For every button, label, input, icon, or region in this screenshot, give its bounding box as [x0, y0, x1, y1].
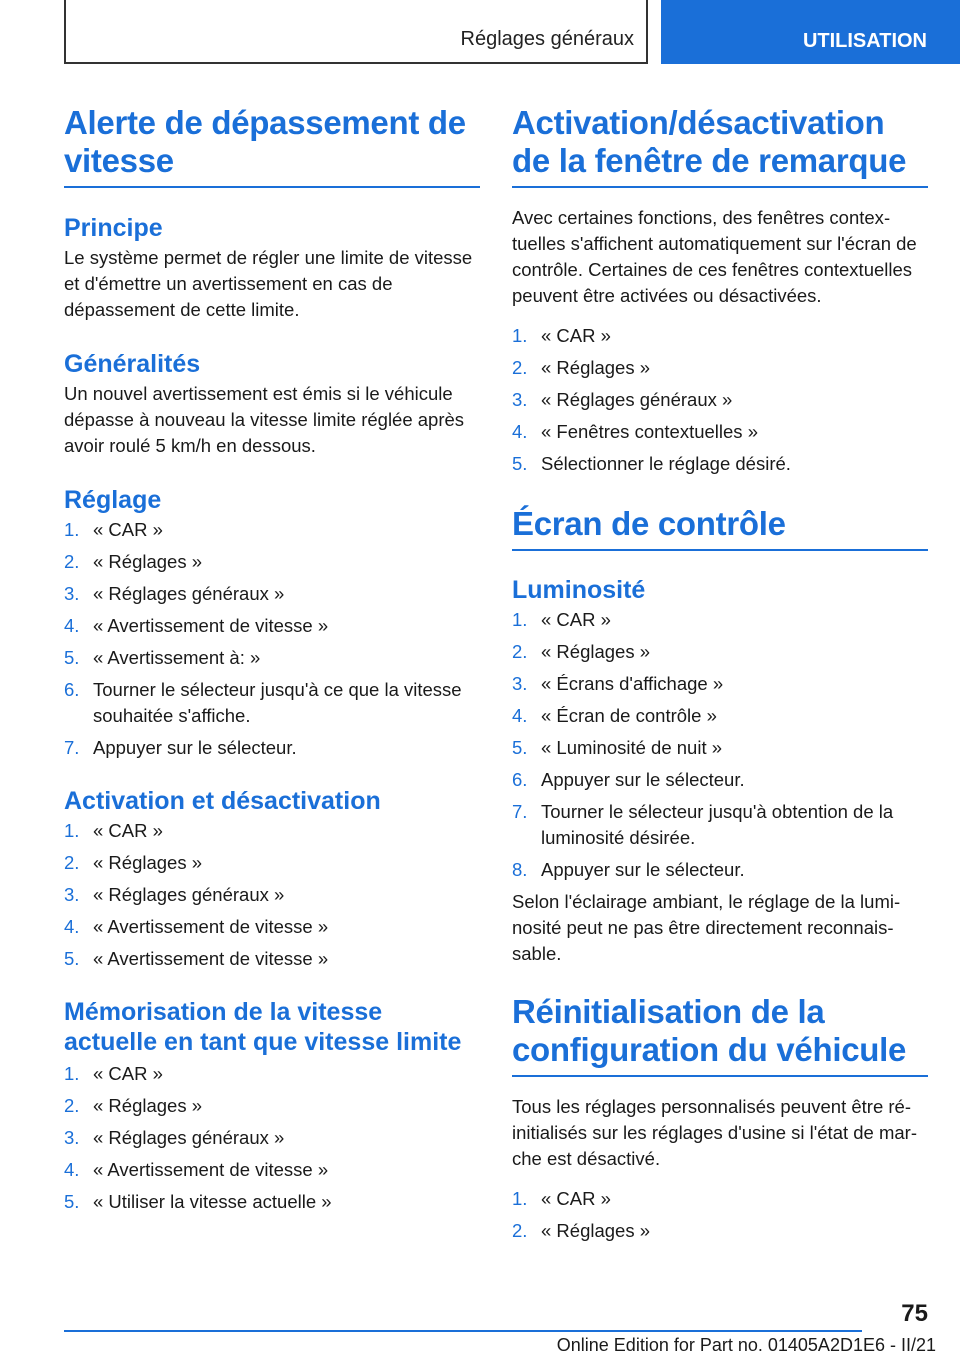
step-text: « CAR » [541, 609, 611, 630]
text-principe: Le système permet de régler une limite de vitesse et d'émettre un avertissement en cas de dépassement de cette limite. [64, 247, 473, 320]
step-number: 8. [512, 859, 528, 880]
step-text: « Avertissement de vitesse » [93, 615, 329, 636]
steps-activation [64, 818, 480, 972]
step-text: « Utiliser la vitesse actuelle » [93, 1191, 332, 1212]
step-number: 2. [512, 357, 528, 378]
step-text: « Fenêtres contextuelles » [541, 421, 758, 442]
step-number: 5. [64, 647, 80, 668]
list-item [512, 607, 928, 633]
list-item [64, 677, 480, 729]
left-column [64, 104, 480, 1215]
step-text: Appuyer sur le sélecteur. [93, 737, 297, 758]
step-text: « Réglages » [93, 852, 203, 873]
step-number: 4. [512, 421, 528, 442]
step-number: 1. [64, 519, 80, 540]
heading-principe: Principe [64, 214, 163, 242]
step-number: 3. [64, 1127, 80, 1148]
list-item [64, 1093, 480, 1119]
step-number: 5. [512, 737, 528, 758]
list-item [64, 882, 480, 908]
step-number: 5. [64, 1191, 80, 1212]
section-title-control-screen: Écran de contrôle [512, 505, 928, 551]
step-text: « CAR » [93, 1063, 163, 1084]
list-item [512, 703, 928, 729]
step-text: « Avertissement à: » [93, 647, 261, 668]
step-text: « Réglages généraux » [93, 583, 285, 604]
list-item [64, 1061, 480, 1087]
step-number: 6. [512, 769, 528, 790]
text-luminosite-note: Selon l'éclairage ambiant, le réglage de la luminosité peut ne pas être directement reconnaissable. [512, 891, 901, 964]
heading-luminosite: Luminosité [512, 576, 646, 604]
step-number: 4. [64, 1159, 80, 1180]
step-text: « Réglages » [541, 1220, 651, 1241]
step-text: Sélectionner le réglage désiré. [541, 453, 791, 474]
list-item [64, 1157, 480, 1183]
list-item [512, 451, 928, 477]
list-item [64, 645, 480, 671]
section-title-reset: Réinitialisation de la configuration du véhicule [512, 993, 928, 1077]
list-item [64, 850, 480, 876]
footer-rule [64, 1330, 862, 1332]
step-text: Appuyer sur le sélecteur. [541, 859, 745, 880]
step-text: « Réglages généraux » [541, 389, 733, 410]
step-text: « Réglages généraux » [93, 1127, 285, 1148]
step-text: « Écran de contrôle » [541, 705, 717, 726]
step-number: 3. [512, 673, 528, 694]
step-text: « Avertissement de vitesse » [93, 948, 329, 969]
step-text: « CAR » [93, 820, 163, 841]
step-number: 2. [64, 1095, 80, 1116]
step-text: Appuyer sur le sélecteur. [541, 769, 745, 790]
list-item [512, 1186, 928, 1212]
step-number: 2. [64, 852, 80, 873]
steps-reglage [64, 517, 480, 761]
step-number: 4. [64, 615, 80, 636]
step-number: 1. [64, 1063, 80, 1084]
steps-reset [512, 1186, 928, 1244]
step-text: Tourner le sélecteur jusqu'à ce que la vitesse souhaitée s'affiche. [93, 679, 462, 726]
list-item [64, 549, 480, 575]
step-text: « Réglages » [541, 357, 651, 378]
step-number: 7. [512, 801, 528, 822]
step-number: 5. [64, 948, 80, 969]
list-item [512, 767, 928, 793]
section-title-popup-window: Activation/désactivation de la fenêtre de remarque [512, 104, 928, 188]
list-item [64, 946, 480, 972]
footer-edition-note: Online Edition for Part no. 01405A2D1E6 - II/21 [556, 1335, 936, 1355]
step-text: Tourner le sélecteur jusqu'à obtention de la luminosité désirée. [541, 801, 894, 848]
list-item [512, 735, 928, 761]
step-number: 6. [64, 679, 80, 700]
list-item [512, 323, 928, 349]
step-number: 1. [512, 1188, 528, 1209]
list-item [512, 1218, 928, 1244]
step-text: « CAR » [541, 1188, 611, 1209]
text-generalites: Un nouvel avertissement est émis si le véhicule dépasse à nouveau la vitesse limite réglée après avoir roulé 5 km/h en dessous. [64, 383, 465, 456]
steps-luminosite [512, 607, 928, 883]
list-item [64, 1125, 480, 1151]
step-number: 4. [64, 916, 80, 937]
step-number: 7. [64, 737, 80, 758]
step-text: « Écrans d'affichage » [541, 673, 724, 694]
list-item [64, 818, 480, 844]
heading-reglage: Réglage [64, 486, 162, 514]
step-text: « Réglages généraux » [93, 884, 285, 905]
step-text: « Réglages » [93, 551, 203, 572]
step-number: 3. [64, 884, 80, 905]
step-text: « CAR » [541, 325, 611, 346]
page-number: 75 [901, 1300, 928, 1327]
heading-generalites: Généralités [64, 350, 201, 378]
step-number: 1. [512, 325, 528, 346]
list-item [64, 735, 480, 761]
step-text: « CAR » [93, 519, 163, 540]
text-popup-window: Avec certaines fonctions, des fenêtres contextuelles s'affichent automatiquement sur l'écran de contrôle. Certaines de ces fenêtres contextuelles peuvent être activées ou désactivées. [512, 207, 917, 306]
step-text: « Avertissement de vitesse » [93, 1159, 329, 1180]
right-column [512, 104, 928, 1244]
list-item [64, 914, 480, 940]
step-number: 1. [512, 609, 528, 630]
list-item [64, 613, 480, 639]
step-number: 2. [512, 1220, 528, 1241]
header-chapter-tab: UTILISATION [661, 0, 960, 64]
list-item [64, 1189, 480, 1215]
text-reset: Tous les réglages personnalisés peuvent être réinitialisés sur les réglages d'usine si l'état de marche est désactivé. [512, 1096, 918, 1169]
list-item [64, 517, 480, 543]
step-number: 5. [512, 453, 528, 474]
step-number: 4. [512, 705, 528, 726]
list-item [512, 857, 928, 883]
heading-activation: Activation et désactivation [64, 787, 381, 815]
step-number: 3. [64, 583, 80, 604]
step-text: « Luminosité de nuit » [541, 737, 723, 758]
list-item [512, 355, 928, 381]
section-title-speed-alert: Alerte de dépassement de vitesse [64, 104, 480, 188]
list-item [512, 387, 928, 413]
step-text: « Avertissement de vitesse » [93, 916, 329, 937]
list-item [512, 419, 928, 445]
header-section-title: Réglages généraux [460, 28, 634, 50]
list-item [512, 639, 928, 665]
list-item [512, 671, 928, 697]
step-number: 2. [512, 641, 528, 662]
step-text: « Réglages » [541, 641, 651, 662]
heading-memorisation: Mémorisation de la vitesse actuelle en tant que vitesse limite [64, 998, 462, 1056]
step-number: 2. [64, 551, 80, 572]
steps-popup-window [512, 323, 928, 477]
list-item [512, 799, 928, 851]
step-text: « Réglages » [93, 1095, 203, 1116]
step-number: 3. [512, 389, 528, 410]
list-item [64, 581, 480, 607]
steps-memorisation [64, 1061, 480, 1215]
step-number: 1. [64, 820, 80, 841]
